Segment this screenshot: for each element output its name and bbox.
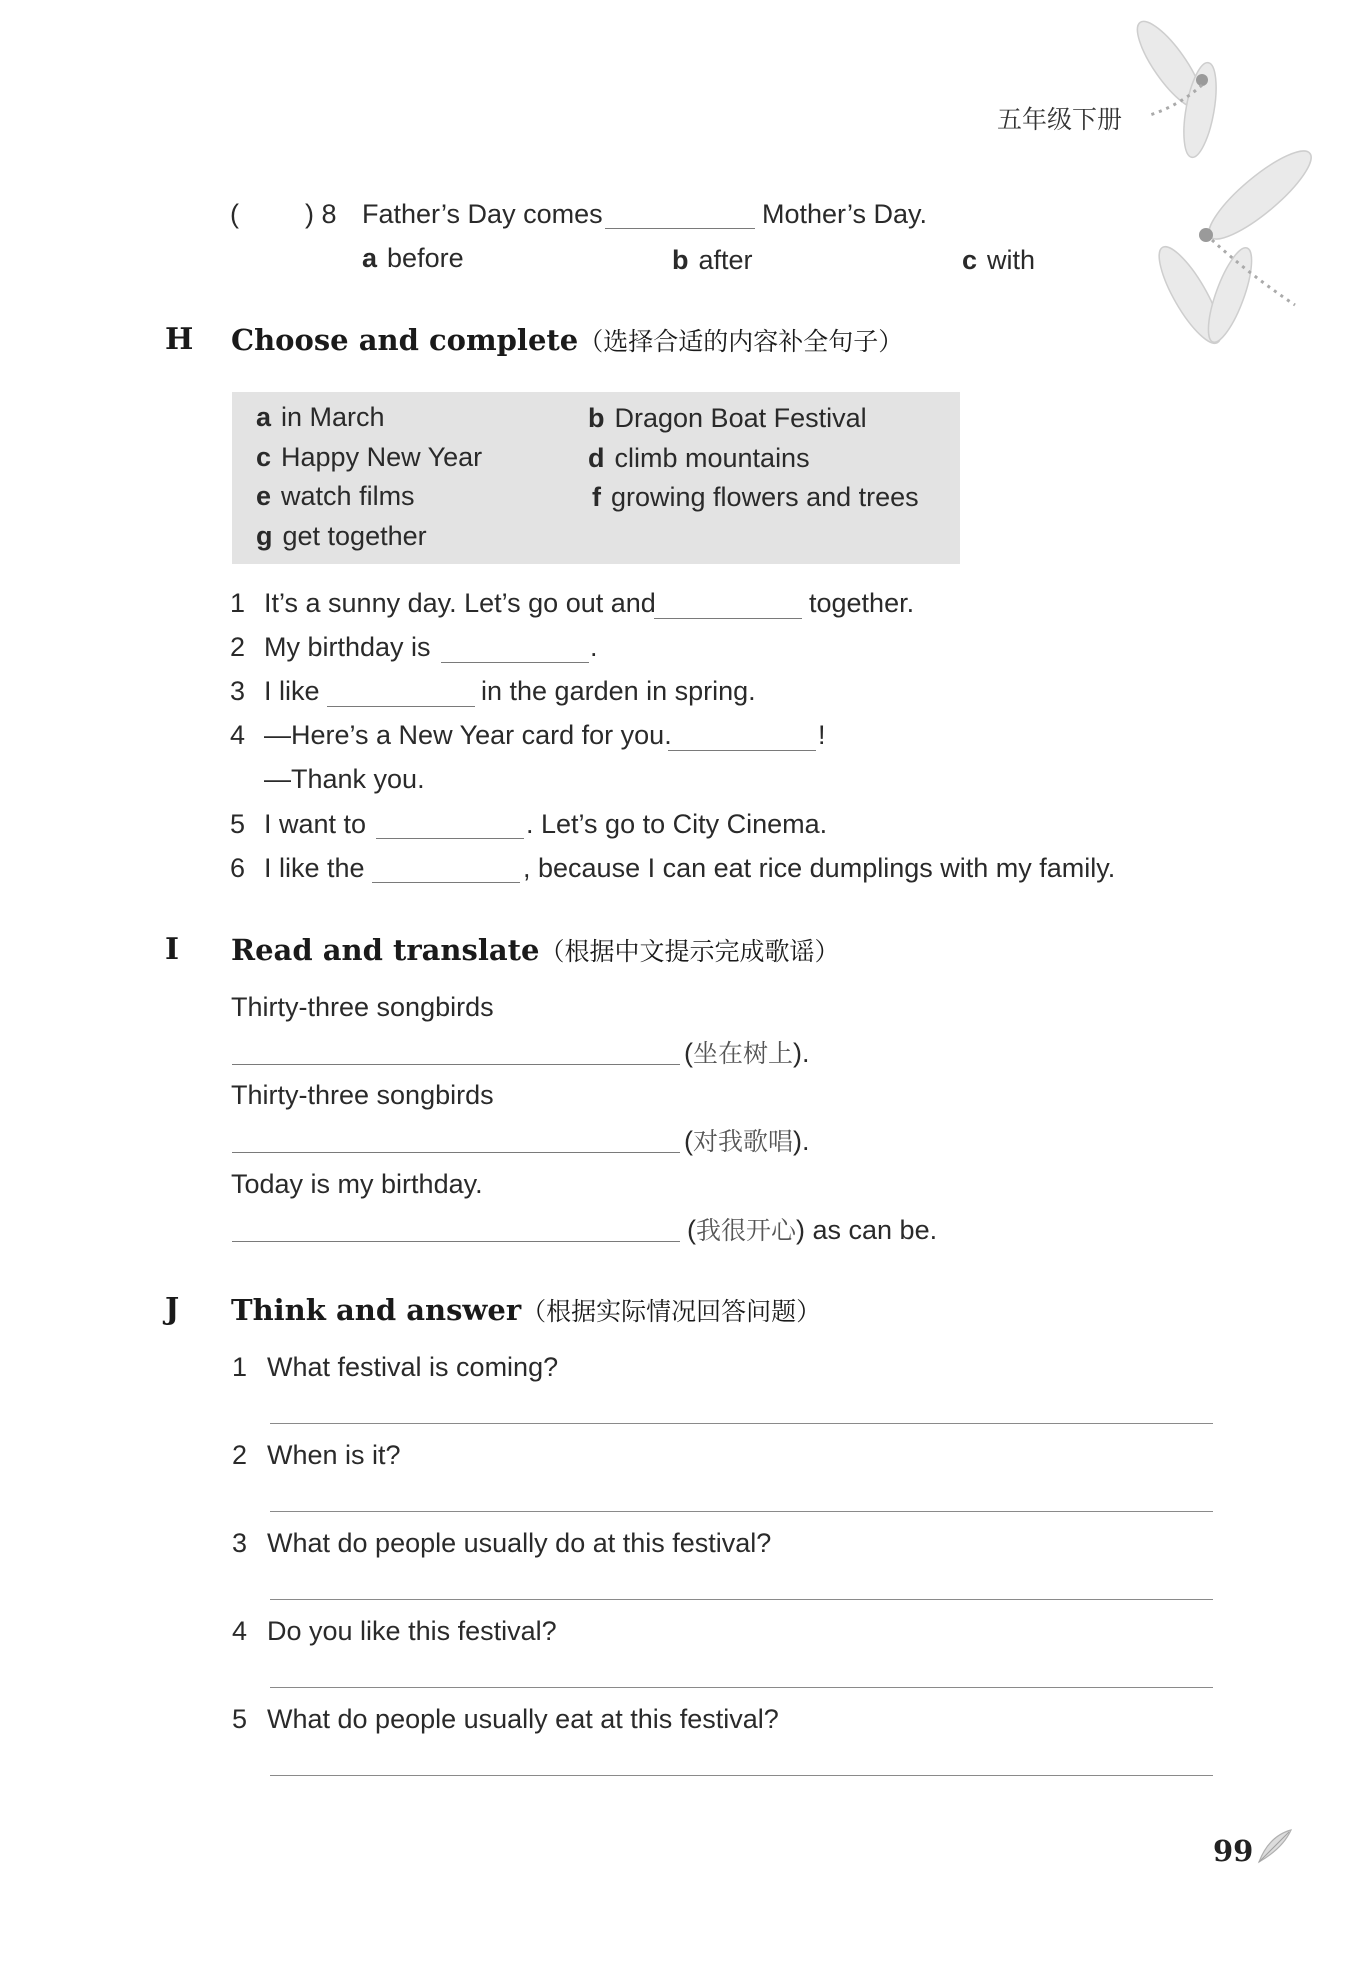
question-number: 1: [232, 1352, 248, 1382]
word-letter: c: [256, 442, 272, 472]
h-item-1-blank[interactable]: [654, 618, 802, 619]
word-text: watch films: [281, 481, 415, 511]
question-text-before: Father’s Day comes: [362, 199, 603, 229]
option-text: with: [987, 245, 1036, 275]
chinese-hint: 我很开心: [696, 1216, 797, 1245]
h-item-4-after: !: [818, 720, 826, 750]
song-blank-1[interactable]: [232, 1064, 680, 1065]
h-item-3-after: in the garden in spring.: [481, 676, 756, 706]
h-item-6-after: , because I can eat rice dumplings with my family.: [523, 853, 1116, 883]
question-text: What do people usually eat at this festival?: [267, 1704, 779, 1734]
option-letter: b: [672, 245, 689, 275]
word-text: growing flowers and trees: [611, 482, 919, 512]
h-item-1-after: together.: [809, 588, 915, 618]
paren-close: ).: [793, 1126, 810, 1156]
question-text-after: Mother’s Day.: [762, 199, 928, 229]
h-item-1-text: It’s a sunny day. Let’s go out and: [264, 588, 656, 618]
word-letter: b: [588, 403, 605, 433]
word-letter: g: [256, 521, 273, 551]
paren-close: ) as can be.: [796, 1215, 938, 1245]
song-hint-2: [684, 1124, 810, 1159]
song-hint-3: [687, 1213, 937, 1248]
answer-paren-open: (: [230, 199, 239, 229]
dragonfly-decoration: [1120, 15, 1350, 375]
section-title-i: [231, 932, 840, 970]
section-title-text: Choose and complete: [231, 323, 579, 357]
h-item-6-blank[interactable]: [372, 882, 520, 883]
question-3: [232, 1526, 771, 1560]
word-bank-item-c: [256, 440, 482, 474]
h-item-4-blank[interactable]: [668, 750, 816, 751]
question-text: What festival is coming?: [267, 1352, 559, 1382]
word-bank-item-e: [256, 479, 415, 513]
section-title-j: [231, 1292, 821, 1330]
question-text: Do you like this festival?: [267, 1616, 557, 1646]
question-2: [232, 1438, 401, 1472]
question-number: 4: [232, 1616, 248, 1646]
h-item-4-text: —Here’s a New Year card for you.: [264, 720, 672, 750]
section-subtitle: （根据中文提示完成歌谣）: [539, 937, 840, 966]
word-bank-item-d: [588, 441, 810, 475]
question-number: 2: [232, 1440, 248, 1470]
word-letter: d: [588, 443, 605, 473]
word-bank-item-b: [588, 401, 867, 435]
option-text: before: [387, 243, 464, 273]
h-item-2-text: My birthday is: [264, 632, 431, 662]
song-blank-3[interactable]: [232, 1241, 680, 1242]
word-text: get together: [282, 521, 427, 551]
answer-line-5[interactable]: [270, 1775, 1213, 1776]
option-c[interactable]: [962, 243, 1035, 277]
paren-open: (: [684, 1038, 693, 1068]
answer-paren-close: ) 8: [305, 199, 337, 229]
section-title-text: Think and answer: [231, 1293, 522, 1327]
question-number: 5: [232, 1704, 248, 1734]
chinese-hint: 坐在树上: [693, 1039, 794, 1068]
section-title-h: [231, 322, 903, 360]
word-text: climb mountains: [614, 443, 810, 473]
word-text: in March: [281, 402, 385, 432]
option-text: after: [698, 245, 753, 275]
word-letter: e: [256, 481, 272, 511]
question-text: What do people usually do at this festival?: [267, 1528, 772, 1558]
question-4: [232, 1614, 557, 1648]
answer-line-4[interactable]: [270, 1687, 1213, 1688]
h-item-3-text: I like: [264, 676, 320, 706]
word-bank-item-g: [256, 519, 427, 553]
section-title-text: Read and translate: [231, 933, 540, 967]
h-item-1-number: 1: [230, 588, 246, 618]
section-subtitle: （根据实际情况回答问题）: [521, 1297, 822, 1326]
book-label: 五年级下册: [997, 105, 1123, 134]
h-item-4-number: 4: [230, 720, 246, 750]
h-item-2-blank[interactable]: [441, 662, 589, 663]
paren-close: ).: [793, 1038, 810, 1068]
h-item-2-number: 2: [230, 632, 246, 662]
word-letter: f: [592, 482, 601, 512]
h-item-4-reply: —Thank you.: [264, 764, 425, 794]
answer-line-3[interactable]: [270, 1599, 1213, 1600]
paren-open: (: [684, 1126, 693, 1156]
h-item-5-after: . Let’s go to City Cinema.: [526, 809, 828, 839]
option-letter: c: [962, 245, 978, 275]
word-text: Dragon Boat Festival: [614, 403, 867, 433]
h-item-2-after: .: [590, 632, 598, 662]
chinese-hint: 对我歌唱: [693, 1127, 794, 1156]
section-letter-i: I: [165, 932, 180, 967]
word-bank-item-f: [592, 480, 919, 514]
word-bank-item-a: [256, 400, 385, 434]
h-item-5-blank[interactable]: [376, 838, 524, 839]
question-5: [232, 1702, 779, 1736]
song-line-2: Thirty-three songbirds: [231, 1080, 494, 1110]
section-letter-h: H: [165, 322, 194, 357]
h-item-6-text: I like the: [264, 853, 365, 883]
song-line-1: Thirty-three songbirds: [231, 992, 494, 1022]
song-hint-1: [684, 1036, 810, 1071]
h-item-6-number: 6: [230, 853, 246, 883]
option-b[interactable]: [672, 243, 753, 277]
word-text: Happy New Year: [281, 442, 483, 472]
paren-open: (: [687, 1215, 696, 1245]
question-1: [232, 1350, 558, 1384]
answer-line-2[interactable]: [270, 1511, 1213, 1512]
section-letter-j: J: [165, 1292, 180, 1327]
h-item-5-number: 5: [230, 809, 246, 839]
page-number: 99: [1213, 1834, 1254, 1868]
question-number: 3: [232, 1528, 248, 1558]
h-item-3-number: 3: [230, 676, 246, 706]
answer-line-1[interactable]: [270, 1423, 1213, 1424]
song-line-3: Today is my birthday.: [231, 1169, 483, 1199]
leaf-icon: [1255, 1826, 1295, 1866]
h-item-3-blank[interactable]: [327, 706, 475, 707]
option-a[interactable]: [362, 241, 464, 275]
h-item-5-text: I want to: [264, 809, 367, 839]
song-blank-2[interactable]: [232, 1152, 680, 1153]
question-text: When is it?: [267, 1440, 401, 1470]
section-subtitle: （选择合适的内容补全句子）: [578, 327, 904, 356]
answer-blank[interactable]: [605, 228, 755, 229]
option-letter: a: [362, 243, 378, 273]
word-letter: a: [256, 402, 272, 432]
